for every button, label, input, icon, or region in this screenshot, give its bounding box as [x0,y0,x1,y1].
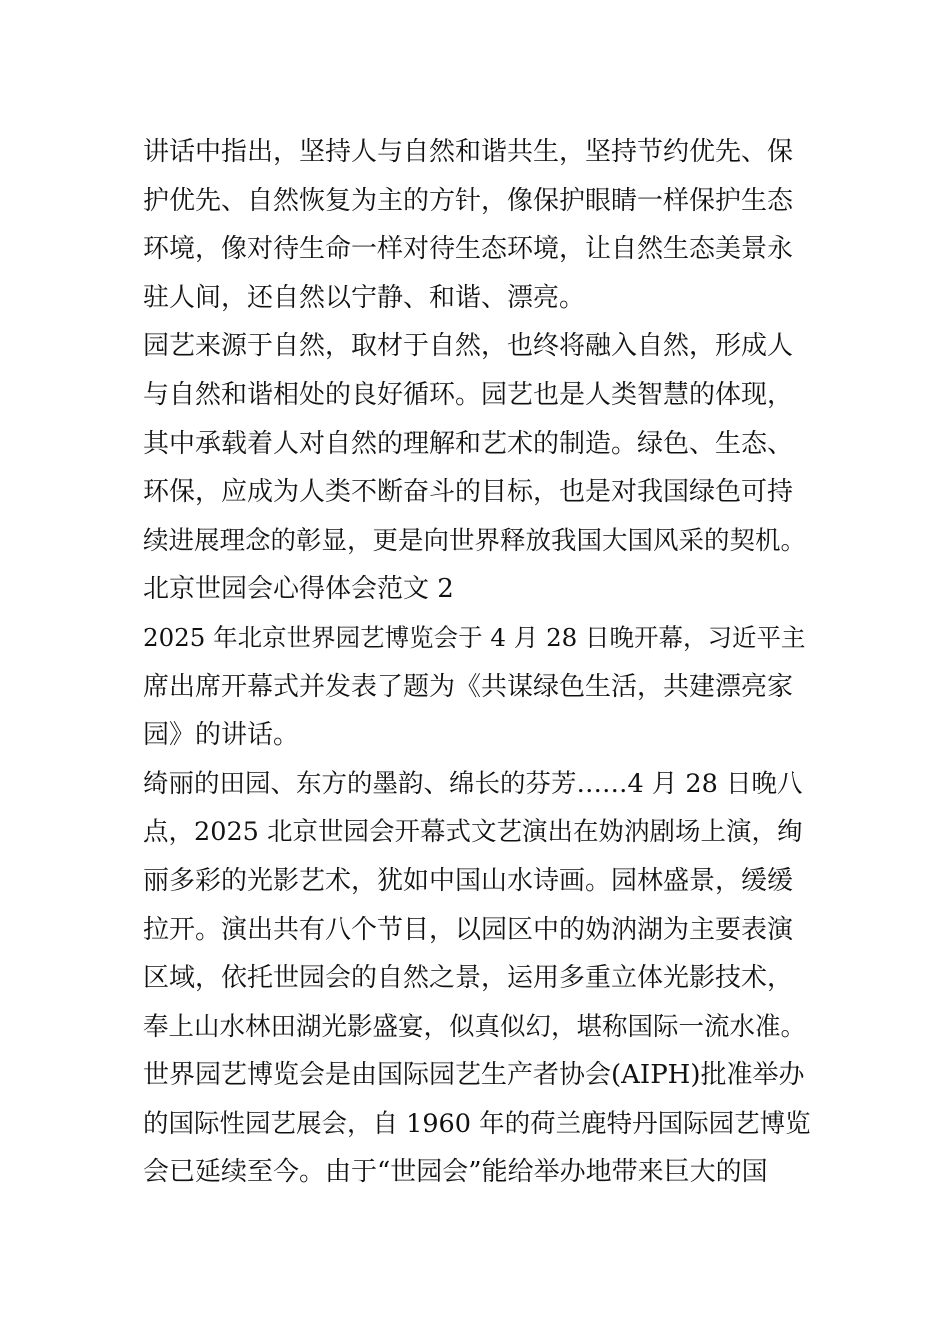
text-line: 与自然和谐相处的良好循环。园艺也是人类智慧的体现， [143,379,794,410]
text-line: 园》的讲话。 [143,720,300,751]
text-line: 席出席开幕式并发表了题为《共谋绿色生活，共建漂亮家 [143,671,794,702]
body-text [143,128,813,1197]
text-line: 2025 年北京世界园艺博览会于 4 月 28 日晚开幕，习近平主 [143,622,806,652]
text-line: 讲话中指出，坚持人与自然和谐共生，坚持节约优先、保 [143,137,794,167]
text-line: 世界园艺博览会是由国际园艺生产者协会(AIPH)批准举办 [143,1060,805,1091]
text-line: 奉上山水林田湖光影盛宴，似真似幻，堪称国际一流水准。 [143,1011,807,1042]
text-line: 绮丽的田园、东方的墨韵、绵长的芬芳……4 月 28 日晚八 [143,768,803,799]
text-line: 丽多彩的光影艺术，犹如中国山水诗画。园林盛景，缓缓 [143,865,794,896]
text-line: 区域，依托世园会的自然之景，运用多重立体光影技术， [143,963,794,994]
text-line: 会已延续至今。由于“世园会”能给举办地带来巨大的国 [143,1157,768,1188]
text-line: 其中承载着人对自然的理解和艺术的制造。绿色、生态、 [143,428,794,459]
text-line: 环境，像对待生命一样对待生态环境，让自然生态美景永 [143,234,794,265]
text-line: 拉开。演出共有八个节目，以园区中的妫汭湖为主要表演 [143,914,794,945]
section-heading: 北京世园会心得体会范文 2 [143,574,454,605]
text-line: 环保，应成为人类不断奋斗的目标，也是对我国绿色可持 [143,477,794,508]
text-line: 园艺来源于自然，取材于自然，也终将融入自然，形成人 [143,331,794,362]
text-line: 驻人间，还自然以宁静、和谐、漂亮。 [143,282,586,313]
text-line: 护优先、自然恢复为主的方针，像保护眼睛一样保护生态 [143,185,794,216]
text-line: 点，2025 北京世园会开幕式文艺演出在妫汭剧场上演，绚 [143,817,803,848]
text-line: 的国际性园艺展会，自 1960 年的荷兰鹿特丹国际园艺博览 [143,1108,811,1139]
text-line: 续进展理念的彰显，更是向世界释放我国大国风采的契机。 [143,525,807,556]
